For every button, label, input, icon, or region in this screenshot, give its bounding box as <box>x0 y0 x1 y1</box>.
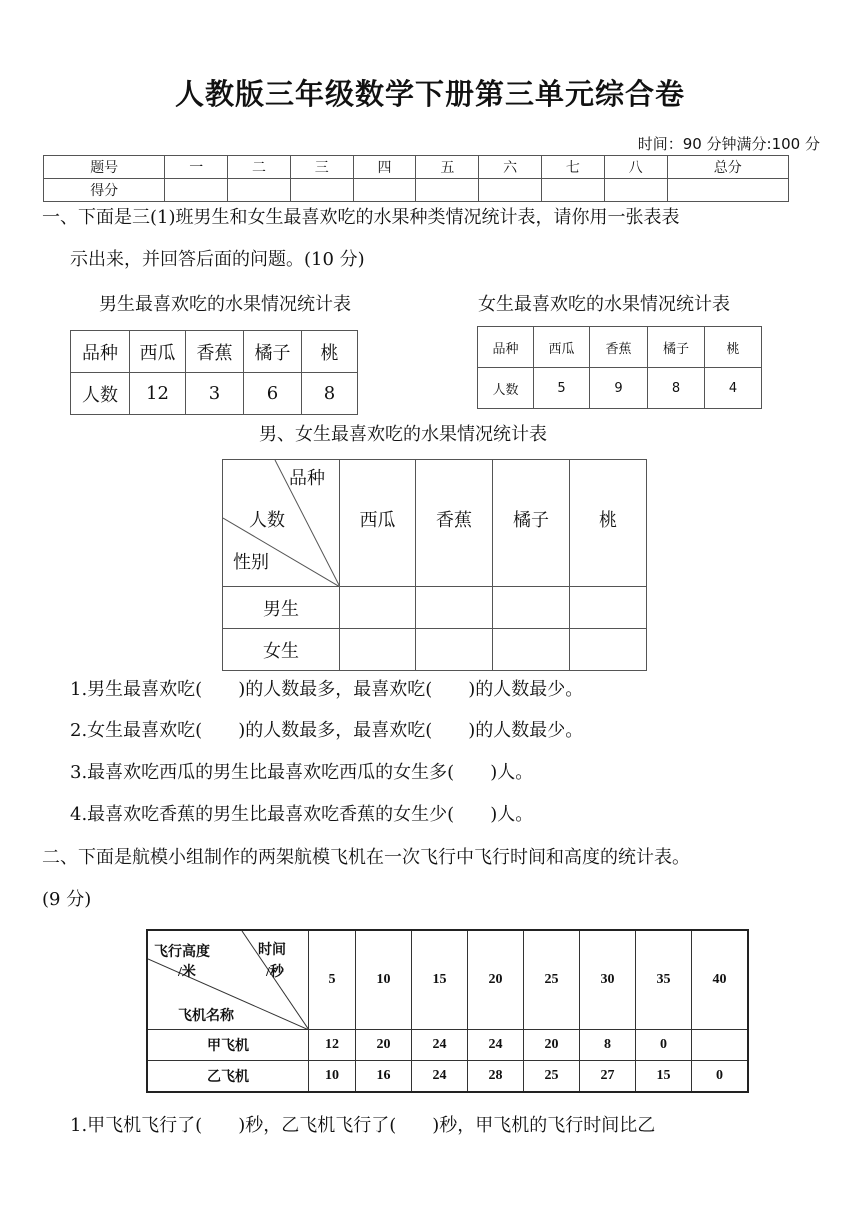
combined-blank-cell[interactable] <box>340 587 416 629</box>
section1-intro-line2: 示出来，并回答后面的问题。(10 分) <box>70 249 365 270</box>
question-4: 4.最喜欢吃香蕉的男生比最喜欢吃香蕉的女生少( )人。 <box>70 804 534 825</box>
combined-blank-cell[interactable] <box>416 587 493 629</box>
score-header: 一 <box>165 156 228 179</box>
girl-table-cell: 橘子 <box>648 327 705 368</box>
combined-blank-cell[interactable] <box>340 629 416 671</box>
girl-table-cell: 8 <box>648 368 705 409</box>
score-header-row <box>44 156 789 179</box>
combined-corner-cell <box>223 460 340 587</box>
flight-height-cell: 0 <box>692 1061 749 1093</box>
score-header: 四 <box>353 156 416 179</box>
girl-table-cell: 5 <box>534 368 590 409</box>
boy-table-cell: 橘子 <box>244 331 302 373</box>
flight-height-cell: 24 <box>468 1030 524 1061</box>
girl-table-cell: 9 <box>590 368 648 409</box>
flight-height-cell: 20 <box>356 1030 412 1061</box>
score-row-label: 得分 <box>44 179 165 202</box>
girl-table-cell: 品种 <box>478 327 534 368</box>
corner-label-gender: 性别 <box>233 552 269 573</box>
combined-blank-cell[interactable] <box>570 629 647 671</box>
flight-height-cell: 16 <box>356 1061 412 1093</box>
flight-time-header: 40 <box>692 930 749 1030</box>
flight-time-header: 20 <box>468 930 524 1030</box>
flight-time-header: 30 <box>580 930 636 1030</box>
score-cell[interactable] <box>604 179 667 202</box>
boy-table-cell: 品种 <box>71 331 130 373</box>
score-header: 二 <box>228 156 291 179</box>
score-cell[interactable] <box>479 179 542 202</box>
boy-table-data-row <box>71 373 358 415</box>
combined-blank-cell[interactable] <box>416 629 493 671</box>
combined-col-header: 西瓜 <box>340 460 416 587</box>
boy-table-cell: 6 <box>244 373 302 415</box>
combined-row-label: 女生 <box>223 629 340 671</box>
score-header: 八 <box>604 156 667 179</box>
combined-row-boys <box>223 587 647 629</box>
corner-label-count: 人数 <box>249 510 285 531</box>
section2-question-1: 1.甲飞机飞行了( )秒，乙飞机飞行了( )秒，甲飞机的飞行时间比乙 <box>70 1115 656 1136</box>
flight-time-header: 35 <box>636 930 692 1030</box>
score-header: 五 <box>416 156 479 179</box>
score-header: 七 <box>541 156 604 179</box>
girl-table-cell: 西瓜 <box>534 327 590 368</box>
combined-col-header: 桃 <box>570 460 647 587</box>
flight-height-cell: 8 <box>580 1030 636 1061</box>
flight-header-row <box>147 930 748 1030</box>
girl-table-data-row <box>478 368 762 409</box>
flight-time-header: 15 <box>412 930 468 1030</box>
section2-intro-line1: 二、下面是航模小组制作的两架航模飞机在一次飞行中飞行时间和高度的统计表。 <box>42 847 690 868</box>
score-cell[interactable] <box>353 179 416 202</box>
flight-height-cell: 12 <box>309 1030 356 1061</box>
flight-corner-name: 飞机名称 <box>178 1009 234 1024</box>
combined-row-girls <box>223 629 647 671</box>
combined-blank-cell[interactable] <box>570 587 647 629</box>
girl-table-cell: 人数 <box>478 368 534 409</box>
flight-height-cell: 24 <box>412 1030 468 1061</box>
girl-table-header-row <box>478 327 762 368</box>
combined-col-header: 香蕉 <box>416 460 493 587</box>
question-3: 3.最喜欢吃西瓜的男生比最喜欢吃西瓜的女生多( )人。 <box>70 762 534 783</box>
flight-height-cell: 20 <box>524 1030 580 1061</box>
girl-table-cell: 4 <box>705 368 762 409</box>
flight-row-jia <box>147 1030 748 1061</box>
flight-height-cell: 24 <box>412 1061 468 1093</box>
combined-blank-cell[interactable] <box>493 629 570 671</box>
boy-table-caption: 男生最喜欢吃的水果情况统计表 <box>99 294 351 315</box>
flight-plane-name: 乙飞机 <box>147 1061 309 1093</box>
question-2: 2.女生最喜欢吃( )的人数最多，最喜欢吃( )的人数最少。 <box>70 720 584 741</box>
boy-fruit-table <box>70 330 358 415</box>
flight-time-header: 25 <box>524 930 580 1030</box>
flight-time-header: 10 <box>356 930 412 1030</box>
score-value-row <box>44 179 789 202</box>
flight-height-cell: 0 <box>636 1030 692 1061</box>
boy-table-cell: 人数 <box>71 373 130 415</box>
girl-fruit-table <box>477 326 762 409</box>
girl-table-caption: 女生最喜欢吃的水果情况统计表 <box>478 294 730 315</box>
flight-corner-height-unit: /米 <box>178 965 196 980</box>
flight-plane-name: 甲飞机 <box>147 1030 309 1061</box>
boy-table-header-row <box>71 331 358 373</box>
boy-table-cell: 3 <box>186 373 244 415</box>
corner-label-variety: 品种 <box>289 468 325 489</box>
section1-intro-line1: 一、下面是三(1)班男生和女生最喜欢吃的水果种类情况统计表，请你用一张表表 <box>42 207 680 228</box>
score-cell[interactable] <box>290 179 353 202</box>
combined-blank-cell[interactable] <box>493 587 570 629</box>
score-cell[interactable] <box>165 179 228 202</box>
section2-intro-line2: (9 分) <box>42 889 92 910</box>
score-header: 三 <box>290 156 353 179</box>
score-cell[interactable] <box>416 179 479 202</box>
combined-fruit-table <box>222 459 647 671</box>
score-cell[interactable] <box>228 179 291 202</box>
boy-table-cell: 香蕉 <box>186 331 244 373</box>
flight-height-cell: 10 <box>309 1061 356 1093</box>
boy-table-cell: 12 <box>130 373 186 415</box>
score-cell[interactable] <box>541 179 604 202</box>
time-info: 时间：90 分钟满分:100 分 <box>637 135 820 153</box>
flight-corner-time: 时间 <box>258 943 286 958</box>
boy-table-cell: 8 <box>302 373 358 415</box>
score-cell[interactable] <box>667 179 789 202</box>
flight-row-yi <box>147 1061 748 1093</box>
combined-col-header: 橘子 <box>493 460 570 587</box>
combined-row-label: 男生 <box>223 587 340 629</box>
flight-corner-time-unit: /秒 <box>266 965 284 980</box>
flight-height-cell: 27 <box>580 1061 636 1093</box>
score-header: 六 <box>479 156 542 179</box>
combined-table-caption: 男、女生最喜欢吃的水果情况统计表 <box>259 424 547 445</box>
girl-table-cell: 桃 <box>705 327 762 368</box>
score-header: 题号 <box>44 156 165 179</box>
combined-header-row <box>223 460 647 587</box>
flight-height-cell <box>692 1030 749 1061</box>
score-header: 总分 <box>667 156 789 179</box>
flight-height-cell: 15 <box>636 1061 692 1093</box>
flight-height-cell: 25 <box>524 1061 580 1093</box>
boy-table-cell: 西瓜 <box>130 331 186 373</box>
question-1: 1.男生最喜欢吃( )的人数最多，最喜欢吃( )的人数最少。 <box>70 679 584 700</box>
flight-height-cell: 28 <box>468 1061 524 1093</box>
flight-table <box>146 929 749 1093</box>
girl-table-cell: 香蕉 <box>590 327 648 368</box>
flight-corner-height: 飞行高度 <box>154 945 210 960</box>
page-title: 人教版三年级数学下册第三单元综合卷 <box>174 77 685 111</box>
boy-table-cell: 桃 <box>302 331 358 373</box>
score-table <box>43 155 789 202</box>
flight-corner-cell <box>147 930 309 1030</box>
flight-time-header: 5 <box>309 930 356 1030</box>
